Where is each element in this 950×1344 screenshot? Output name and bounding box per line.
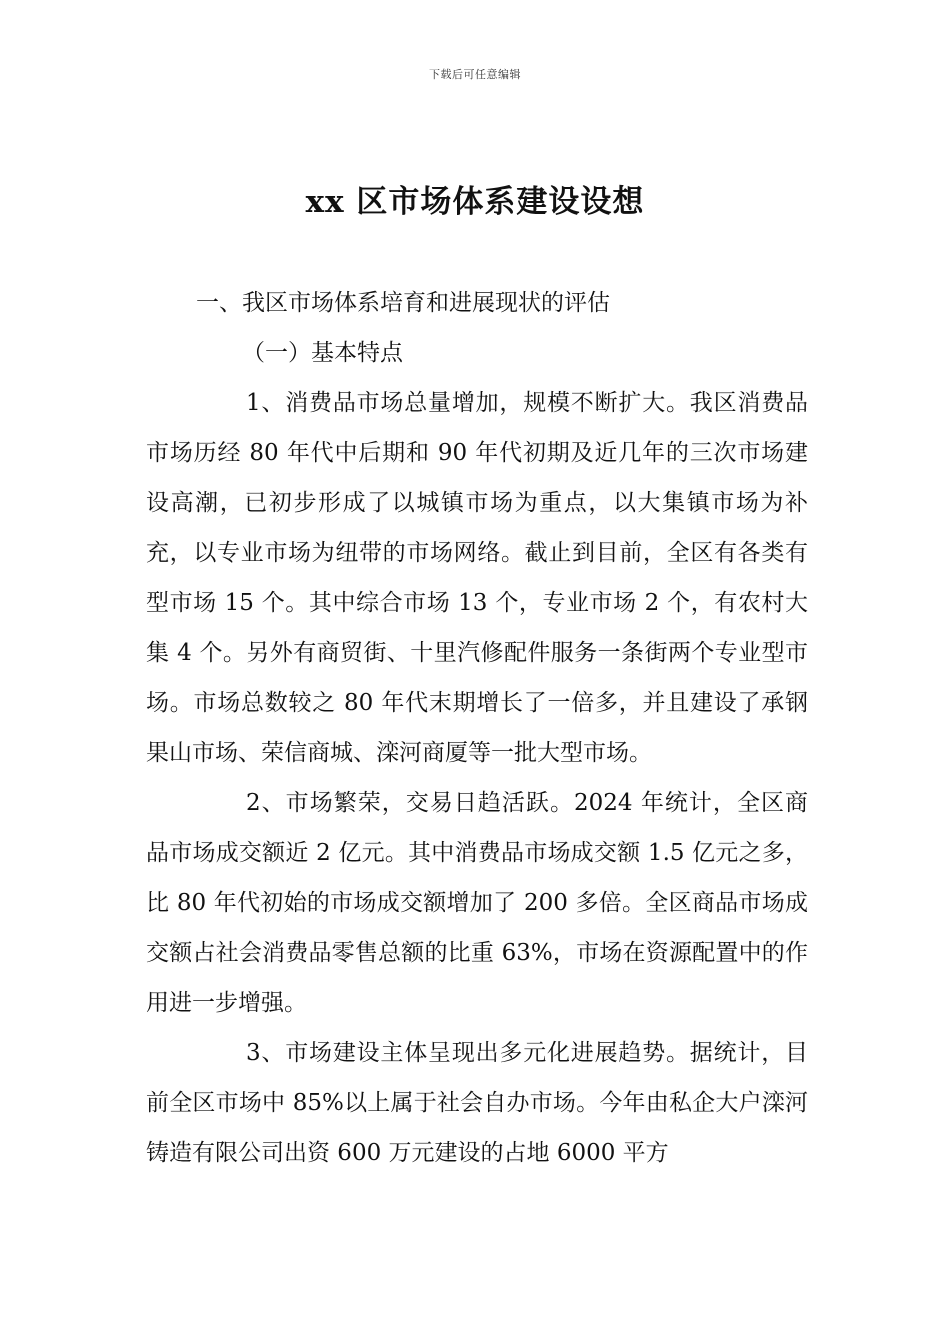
document-title: xx 区市场体系建设设想 [305, 184, 645, 220]
paragraph-1: 1、消费品市场总量增加，规模不断扩大。我区消费品市场历经 80 年代中后期和 90 年代初期及近几年的三次市场建设高潮，已初步形成了以城镇市场为重点，以大集镇市场为补充，以专业市场为纽带的市场网络。截止到目前，全区有各类有型市场 15 个。其中综合市场 13 个，专业市场 2 个，有农村大集 4 个。另外有商贸街、十里汽修配件服务一条街两个专业型市场。市场总数较之 80 年代末期增长了一倍多，并且建设了承钢果山市场、荣信商城、滦河商厦等一批大型市场。 [146, 390, 808, 766]
header-note: 下载后可任意编辑 [429, 68, 521, 81]
document-body [146, 278, 808, 1178]
section-heading: 一、我区市场体系培育和进展现状的评估 [196, 290, 610, 316]
subsection-heading: （一）基本特点 [242, 340, 403, 366]
paragraph-2: 2、市场繁荣，交易日趋活跃。2024 年统计，全区商品市场成交额近 2 亿元。其中消费品市场成交额 1.5 亿元之多，比 80 年代初始的市场成交额增加了 200 多倍。全区商品市场成交额占社会消费品零售总额的比重 63%，市场在资源配置中的作用进一步增强。 [146, 790, 808, 1016]
paragraph-3: 3、市场建设主体呈现出多元化进展趋势。据统计，目前全区市场中 85%以上属于社会自办市场。今年由私企大户滦河铸造有限公司出资 600 万元建设的占地 6000 平方 [146, 1040, 808, 1166]
